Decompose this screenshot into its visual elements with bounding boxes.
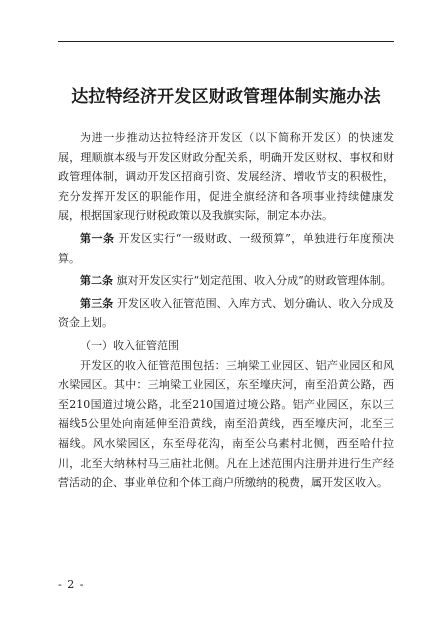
section-paragraph: 开发区的收入征管范围包括：三垧梁工业园区、铝产业园区和风水梁园区。其中：三垧梁工业园区，东至壕庆河，南至沿黄公路，西至210国道过境公路，北至210国道过境公路。铝产业园区，东以三福线5公里处向南延伸至沿黄线，南至沿黄线，西至壕庆河，北至三福线。风水梁园区，东至母花沟，南至公乌素村北侧，西至哈什拉川，北至大纳林村马三庙社北侧。凡在上述范围内注册并进行生产经营活动的企、事业单位和个体工商户所缴纳的税费，属开发区收入。: [58, 358, 394, 490]
article-3-term: 第三条: [80, 296, 114, 310]
section-heading: （一）收入征管范围: [80, 338, 179, 352]
page-number: - 2 -: [58, 578, 85, 591]
article-1-term: 第一条: [80, 231, 115, 245]
intro-paragraph: 为进一步推动达拉特经济开发区（以下简称开发区）的快速发展，理顺旗本级与开发区财政分配关系，明确开发区财权、事权和财政管理体制，调动开发区招商引资、发展经济、增收节支的积极性，充分发挥开发区的职能作用，促进全旗经济和各项事业持续健康发展，根据国家现行财税政策以及我旗实际，制定本办法。: [58, 131, 394, 223]
header-rule: [58, 41, 394, 42]
article-1-text: 开发区实行“一级财政、一级预算”，单独进行年度预决算。: [58, 231, 395, 265]
article-2-term: 第二条: [80, 274, 113, 288]
article-2: [58, 271, 394, 291]
article-1: [58, 229, 394, 268]
article-3-text: 开发区收入征管范围、入库方式、划分确认、收入分成及资金上划。: [58, 296, 395, 330]
document-body: [58, 128, 394, 496]
document-title: 达拉特经济开发区财政管理体制实施办法: [71, 87, 381, 107]
article-3: [58, 294, 394, 333]
article-2-text: 旗对开发区实行“划定范围、收入分成”的财政管理体制。: [116, 274, 392, 288]
